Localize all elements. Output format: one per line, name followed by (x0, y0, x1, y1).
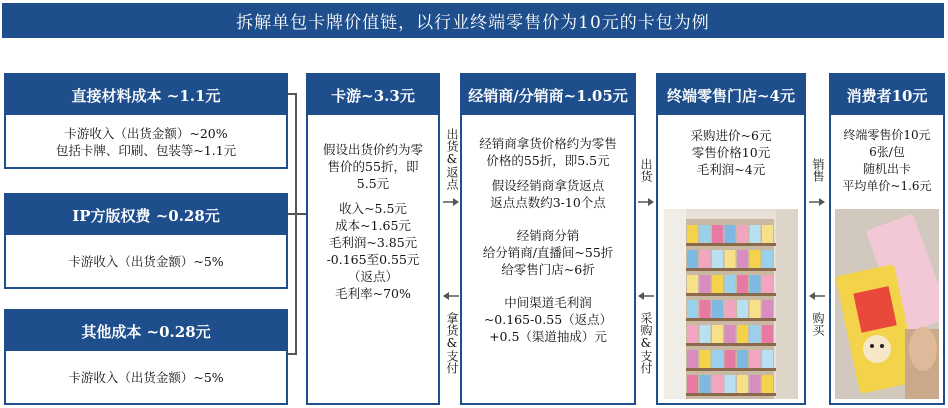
card-pack-item (750, 250, 761, 268)
card-pack-item (700, 300, 711, 318)
card-pack-item (700, 250, 711, 268)
flow-label-kayou-to-distributor (445, 128, 459, 190)
distributor-p2-line-1: 假设经销商拿货返点 (491, 178, 605, 193)
card-pack-item (700, 275, 711, 293)
kayou-header: 卡游~3.3元 (308, 75, 438, 115)
vertical-flow-text: 出货&返点 (445, 128, 459, 190)
card-pack-item (700, 225, 711, 243)
card-pack-item (750, 225, 761, 243)
retail-header: 终端零售门店~4元 (658, 75, 804, 115)
cost-connector-2 (288, 213, 306, 215)
distributor-p4-line-2: ~0.165-0.55（返点） (483, 312, 613, 327)
kayou-line-a1: 假设出货价约为零 (322, 142, 423, 157)
consumer-body (831, 115, 943, 201)
card-pack-item (687, 275, 698, 293)
cost-box-materials (4, 73, 288, 169)
card-pack-item (712, 300, 723, 318)
distributor-p1-line-2: 价格的55折，即5.5元 (486, 153, 610, 168)
distributor-p1-line-1: 经销商拿货价格约为零售 (479, 136, 617, 151)
card-pack-item (687, 225, 698, 243)
cost-materials-line-2: 包括卡牌、印刷、包装等~1.1元 (55, 143, 237, 158)
card-pack-item (750, 300, 761, 318)
flow-label-retail-to-distributor (639, 312, 653, 374)
card-pack-item (725, 300, 736, 318)
retail-line-3: 毛利润~4元 (696, 162, 766, 177)
arrow-consumer-to-retail (809, 290, 825, 302)
distributor-body (462, 115, 634, 351)
cost-box-ip-body (6, 235, 286, 276)
card-pack-item (700, 350, 711, 368)
cost-ip-line-1: 卡游收入（出货金额）~5% (68, 254, 224, 269)
arrow-distributor-to-kayou (443, 290, 459, 302)
card-pack-item (687, 250, 698, 268)
kayou-body (308, 115, 438, 308)
card-pack-item (750, 375, 761, 393)
cost-other-line-1: 卡游收入（出货金额）~5% (68, 370, 224, 385)
card-pack-item (725, 375, 736, 393)
distributor-box (460, 73, 636, 405)
card-pack-item (737, 325, 748, 343)
flow-label-retail-to-consumer (811, 158, 825, 182)
distributor-p3-line-2: 给分销商/直播间~55折 (482, 245, 614, 260)
card-pack-item (762, 350, 773, 368)
consumer-line-2: 6张/包 (869, 145, 905, 159)
card-pack-item (762, 275, 773, 293)
vertical-flow-text: 采购&支付 (639, 312, 653, 374)
card-pack-item (737, 350, 748, 368)
card-pack-item (712, 325, 723, 343)
card-pack-item (687, 350, 698, 368)
card-pack-item (762, 325, 773, 343)
card-pack-item (762, 250, 773, 268)
consumer-line-4: 平均单价~1.6元 (842, 179, 932, 193)
retail-line-2: 零售价格10元 (691, 145, 771, 160)
card-pack-item (712, 375, 723, 393)
card-pack-item (725, 225, 736, 243)
distributor-p3-line-3: 给零售门店~6折 (501, 262, 595, 277)
vertical-flow-text: 购买 (811, 312, 825, 336)
kayou-line-b1: 收入~5.5元 (339, 201, 407, 216)
cost-box-other (4, 309, 288, 405)
shelf-board (684, 368, 776, 371)
card-pack-item (750, 350, 761, 368)
retail-line-1: 采购进价~6元 (690, 128, 772, 143)
kayou-line-b5: （返点） (347, 269, 398, 284)
cost-box-materials-body (6, 115, 286, 165)
shelf-board (684, 393, 776, 396)
card-pack-item (725, 350, 736, 368)
shelf-board (684, 268, 776, 271)
retail-body (658, 115, 804, 184)
store-shelf-illustration (664, 209, 798, 399)
distributor-p4-line-1: 中间渠道毛利润 (504, 295, 592, 310)
kayou-line-b6: 毛利率~70% (335, 286, 411, 301)
card-pack-item (737, 250, 748, 268)
store-shelf-photo (664, 209, 798, 399)
card-pack-item (687, 375, 698, 393)
shelf-board (684, 318, 776, 321)
card-pack-item (762, 225, 773, 243)
card-pack-item (725, 250, 736, 268)
kayou-box (306, 73, 440, 405)
card-pack-illustration (835, 209, 939, 399)
cost-connector-3 (288, 353, 297, 355)
card-pack-item (687, 300, 698, 318)
card-pack-item (737, 225, 748, 243)
cost-box-other-body (6, 351, 286, 392)
card-pack-item (700, 375, 711, 393)
card-pack-item (762, 375, 773, 393)
card-pack-item (687, 325, 698, 343)
shelf-board (684, 243, 776, 246)
arrow-retail-to-consumer (809, 196, 825, 208)
cost-box-ip-header: IP方版权费 ~0.28元 (6, 195, 286, 235)
arrow-distributor-to-retail (638, 196, 654, 208)
card-pack-item (712, 350, 723, 368)
distributor-p3-line-1: 经销商分销 (516, 228, 580, 243)
card-pack-item (737, 300, 748, 318)
kayou-line-b3: 毛利润~3.85元 (328, 235, 418, 250)
card-pack-item (750, 275, 761, 293)
cost-connector-1 (288, 93, 297, 95)
consumer-box (829, 73, 945, 405)
flow-label-distributor-to-retail (639, 158, 653, 182)
consumer-header: 消费者10元 (831, 75, 943, 115)
cost-box-materials-header: 直接材料成本 ~1.1元 (6, 75, 286, 115)
card-pack-item (712, 275, 723, 293)
flow-label-consumer-to-retail (811, 312, 825, 336)
card-pack-item (750, 325, 761, 343)
card-pack-item (725, 275, 736, 293)
retail-box (656, 73, 806, 405)
kayou-line-a2: 售价的55折，即 (327, 159, 419, 174)
distributor-p2-line-2: 返点点数约3-10个点 (490, 195, 606, 210)
vertical-flow-text: 销售 (811, 158, 825, 182)
cost-materials-line-1: 卡游收入（出货金额）~20% (64, 126, 228, 141)
card-pack-item (737, 375, 748, 393)
consumer-line-3: 随机出卡 (862, 162, 911, 176)
arrow-kayou-to-distributor (443, 196, 459, 208)
card-pack-item (737, 275, 748, 293)
kayou-line-b2: 成本~1.65元 (335, 218, 411, 233)
arrow-retail-to-distributor (638, 290, 654, 302)
page-title: 拆解单包卡牌价值链，以行业终端零售价为10元的卡包为例 (2, 3, 944, 38)
cost-box-other-header: 其他成本 ~0.28元 (6, 311, 286, 351)
card-pack-item (712, 225, 723, 243)
cost-box-ip-license (4, 193, 288, 289)
vertical-flow-text: 拿货&支付 (445, 312, 459, 374)
kayou-line-a3: 5.5元 (356, 176, 390, 191)
consumer-line-1: 终端零售价10元 (843, 128, 931, 142)
distributor-p4-line-3: +0.5（渠道抽成）元 (489, 329, 607, 344)
kayou-line-b4: -0.165至0.55元 (326, 252, 420, 267)
vertical-flow-text: 出货 (639, 158, 653, 182)
shelf-board (684, 343, 776, 346)
flow-label-distributor-to-kayou (445, 312, 459, 374)
shelf-board (684, 293, 776, 296)
card-pack-photo (835, 209, 939, 399)
cost-connector-vertical (295, 93, 297, 355)
card-pack-item (762, 300, 773, 318)
distributor-header: 经销商/分销商~1.05元 (462, 75, 634, 115)
card-pack-item (725, 325, 736, 343)
card-pack-item (712, 250, 723, 268)
card-pack-item (700, 325, 711, 343)
